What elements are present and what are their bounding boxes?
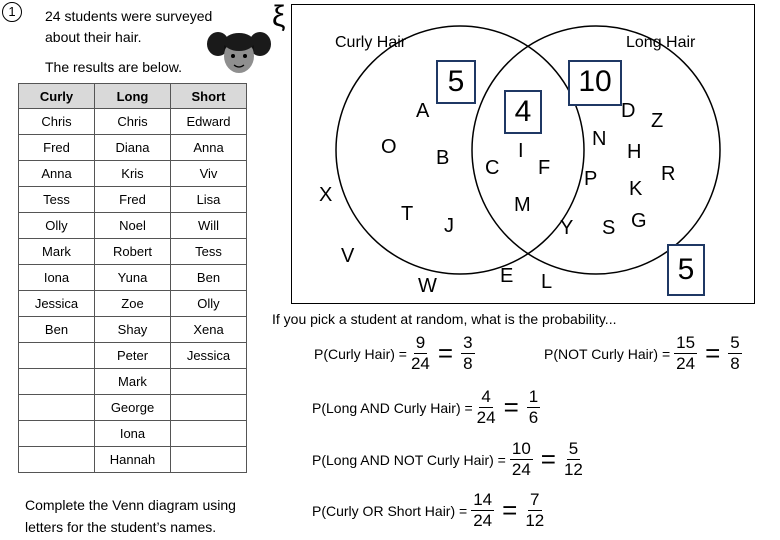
- fraction: $\frac{10}{24}$: [511, 439, 531, 479]
- girl-icon: [206, 26, 272, 80]
- letter: O: [381, 136, 397, 158]
- header-short: Short: [171, 84, 247, 109]
- prob-label: P(Curly Hair) =: [314, 345, 407, 362]
- count-outside: 5: [667, 244, 705, 296]
- letter: T: [401, 203, 414, 225]
- long-hair-label: Long Hair: [626, 34, 696, 51]
- table-row: [19, 265, 247, 291]
- prob-label: P(Long AND NOT Curly Hair) =: [312, 451, 506, 468]
- intro-line-3: The results are below.: [45, 59, 182, 75]
- letter: M: [514, 194, 531, 216]
- letter: Y: [560, 217, 574, 239]
- table-row: [19, 213, 247, 239]
- table-cell: [171, 447, 247, 473]
- fraction: $\frac{4}{24}$: [476, 387, 496, 427]
- equals-sign: =: [705, 338, 721, 368]
- letter: N: [592, 128, 607, 150]
- fraction: $\frac{15}{24}$: [676, 333, 696, 373]
- table-cell: Noel: [95, 213, 171, 239]
- prob-curly-or-short: [312, 490, 548, 531]
- letter: K: [629, 178, 643, 200]
- table-cell: Ben: [171, 265, 247, 291]
- letter: R: [661, 163, 676, 185]
- table-cell: Edward: [171, 109, 247, 135]
- table-row: [19, 369, 247, 395]
- table-row: [19, 421, 247, 447]
- table-cell: Peter: [95, 343, 171, 369]
- equals-sign: =: [502, 495, 518, 525]
- letter: S: [602, 217, 616, 239]
- table-cell: [19, 421, 95, 447]
- prob-curly: [314, 333, 479, 374]
- letter: X: [319, 184, 333, 206]
- letter: W: [418, 275, 437, 297]
- universal-set-symbol: ξ: [272, 0, 286, 33]
- letter: F: [538, 157, 551, 179]
- intro-line-1: 24 students were surveyed: [45, 8, 213, 24]
- table-cell: George: [95, 395, 171, 421]
- table-cell: [171, 421, 247, 447]
- question-number: 1: [2, 2, 22, 22]
- table-cell: Xena: [171, 317, 247, 343]
- table-cell: Hannah: [95, 447, 171, 473]
- letter: P: [584, 168, 598, 190]
- fraction: $\frac{1}{6}$: [528, 387, 539, 427]
- letter: J: [444, 215, 454, 237]
- prob-long-and-curly: [312, 387, 544, 428]
- table-cell: Will: [171, 213, 247, 239]
- table-cell: [19, 343, 95, 369]
- table-body: [19, 109, 247, 473]
- instruction-line-2: letters for the student’s names.: [25, 519, 217, 535]
- table-cell: [19, 369, 95, 395]
- table-cell: Mark: [19, 239, 95, 265]
- table-cell: Lisa: [171, 187, 247, 213]
- letter: D: [621, 100, 636, 122]
- table-cell: Viv: [171, 161, 247, 187]
- table-cell: Diana: [95, 135, 171, 161]
- table-row: [19, 135, 247, 161]
- table-cell: Tess: [19, 187, 95, 213]
- table-row: [19, 447, 247, 473]
- table-cell: Chris: [19, 109, 95, 135]
- letter: C: [485, 157, 500, 179]
- table-cell: Ben: [19, 317, 95, 343]
- header-long: Long: [95, 84, 171, 109]
- letter: I: [518, 140, 524, 162]
- equals-sign: =: [503, 392, 519, 422]
- count-curly-only: 5: [436, 60, 476, 104]
- letter: G: [631, 210, 647, 232]
- table-cell: Anna: [171, 135, 247, 161]
- table-row: [19, 239, 247, 265]
- table-row: [19, 109, 247, 135]
- table-row: [19, 343, 247, 369]
- table-row: [19, 291, 247, 317]
- fraction: $\frac{3}{8}$: [463, 333, 473, 373]
- table-cell: Robert: [95, 239, 171, 265]
- table-cell: Fred: [19, 135, 95, 161]
- letter: A: [416, 100, 430, 122]
- prob-long-not-curly: [312, 439, 587, 480]
- fraction: $\frac{14}{24}$: [473, 490, 493, 530]
- question-text: If you pick a student at random, what is the probability...: [272, 311, 617, 327]
- table-cell: [171, 395, 247, 421]
- table-cell: Iona: [19, 265, 95, 291]
- table-cell: Olly: [171, 291, 247, 317]
- letter: H: [627, 141, 642, 163]
- prob-label: P(NOT Curly Hair) =: [544, 345, 671, 362]
- intro-line-2: about their hair.: [45, 29, 142, 45]
- table-row: [19, 395, 247, 421]
- table-cell: Anna: [19, 161, 95, 187]
- table-row: [19, 161, 247, 187]
- equals-sign: =: [540, 444, 556, 474]
- table-cell: [171, 369, 247, 395]
- header-curly: Curly: [19, 84, 95, 109]
- fraction: $\frac{5}{12}$: [563, 439, 583, 479]
- table-cell: Jessica: [19, 291, 95, 317]
- table-cell: Iona: [95, 421, 171, 447]
- table-cell: Yuna: [95, 265, 171, 291]
- letter: B: [436, 147, 450, 169]
- instruction-line-1: Complete the Venn diagram using: [25, 497, 236, 513]
- count-both: 4: [504, 90, 542, 134]
- curly-hair-label: Curly Hair: [335, 34, 407, 51]
- table-cell: Kris: [95, 161, 171, 187]
- prob-label: P(Curly OR Short Hair) =: [312, 502, 468, 519]
- fraction: $\frac{9}{24}$: [410, 333, 430, 373]
- letter: L: [541, 271, 553, 293]
- table-cell: Mark: [95, 369, 171, 395]
- table-cell: Chris: [95, 109, 171, 135]
- table-cell: Olly: [19, 213, 95, 239]
- equals-sign: =: [437, 338, 454, 368]
- letter: V: [341, 245, 355, 267]
- prob-label: P(Long AND Curly Hair) =: [312, 399, 473, 416]
- fraction: $\frac{5}{8}$: [730, 333, 740, 373]
- table-cell: Zoe: [95, 291, 171, 317]
- count-long-only: 10: [568, 60, 622, 106]
- letter: Z: [651, 110, 664, 132]
- table-cell: [19, 447, 95, 473]
- table-row: [19, 187, 247, 213]
- table-cell: [19, 395, 95, 421]
- letter: E: [500, 265, 514, 287]
- table-cell: Fred: [95, 187, 171, 213]
- table-cell: Shay: [95, 317, 171, 343]
- table-cell: Jessica: [171, 343, 247, 369]
- fraction: $\frac{7}{12}$: [525, 490, 545, 530]
- table-cell: Tess: [171, 239, 247, 265]
- table-row: [19, 317, 247, 343]
- survey-table: [18, 83, 247, 473]
- prob-not-curly: [544, 333, 746, 374]
